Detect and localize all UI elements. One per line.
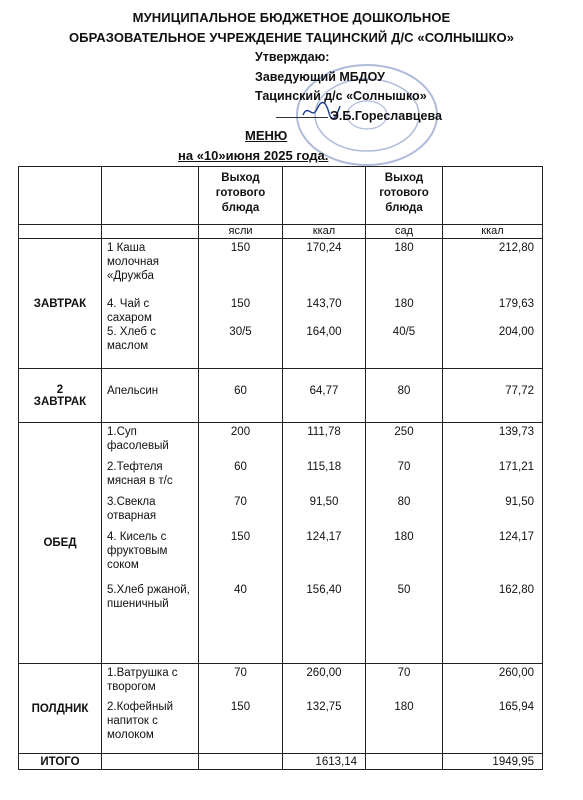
dish-name: 1 Каша молочная «Дружба: [107, 242, 159, 282]
nursery-yield-cell: [199, 369, 283, 423]
meal-name: ОБЕД: [19, 423, 102, 664]
approval-label: Утверждаю:: [255, 50, 330, 64]
nursery-yield-cell: [199, 423, 283, 664]
nursery-kcal: 156,40: [306, 584, 342, 596]
dish-name: 4. Чай с сахаром: [107, 298, 152, 324]
dish-names-cell: [102, 239, 199, 369]
header-dish-cell: [102, 167, 199, 225]
nursery-kcal: 170,24: [306, 242, 342, 254]
meal-name: ПОЛДНИК: [19, 664, 102, 754]
total-kcal-nursery: 1613,14: [283, 754, 366, 770]
header-yield-garden: Выход готового блюда: [366, 167, 443, 225]
total-label: ИТОГО: [19, 754, 102, 770]
menu-title: МЕНЮ: [245, 128, 288, 143]
subheader-garden: сад: [366, 225, 443, 239]
nursery-yield: 200: [230, 426, 251, 438]
meal-name: [19, 369, 102, 423]
meal-name-line1: 2: [56, 383, 64, 396]
nursery-kcal-cell: [283, 369, 366, 423]
meal-row-breakfast: [19, 239, 543, 369]
garden-yield: 70: [397, 461, 411, 473]
nursery-kcal: 64,77: [309, 385, 339, 397]
garden-kcal: 212,80: [498, 242, 534, 254]
total-row: [19, 754, 543, 770]
dish-name: 1.Суп фасолевый: [107, 426, 169, 452]
garden-kcal: 77,72: [505, 385, 534, 397]
header-empty-cell: [19, 167, 102, 225]
nursery-kcal: 124,17: [306, 531, 342, 543]
garden-yield: 180: [394, 298, 414, 310]
garden-yield: 180: [394, 531, 414, 543]
nursery-yield: 150: [230, 242, 251, 254]
org-name-line1: МУНИЦИПАЛЬНОЕ БЮДЖЕТНОЕ ДОШКОЛЬНОЕ: [132, 10, 451, 25]
garden-kcal: 260,00: [498, 667, 534, 679]
garden-yield: 50: [397, 584, 411, 596]
dish-name: 2.Кофейный напиток с молоком: [107, 701, 174, 741]
approver-name: Э.Б.Гореславцева: [330, 109, 442, 123]
total-garden-blank: [366, 754, 443, 770]
approver-institution: Тацинский д/с «Солнышко»: [255, 89, 427, 103]
nursery-kcal-cell: [283, 664, 366, 754]
garden-yield-cell: [366, 423, 443, 664]
garden-yield-cell: [366, 239, 443, 369]
subheader-empty-cell: [19, 225, 102, 239]
nursery-kcal: 260,00: [306, 667, 342, 679]
meal-name: ЗАВТРАК: [19, 239, 102, 369]
garden-kcal: 171,21: [498, 461, 534, 473]
total-kcal-garden: 1949,95: [443, 754, 543, 770]
nursery-yield: 70: [234, 667, 247, 679]
dish-name: 5.Хлеб ржаной, пшеничный: [107, 584, 190, 610]
nursery-kcal: 115,18: [306, 461, 342, 473]
meal-row-breakfast2: [19, 369, 543, 423]
menu-table: [18, 166, 543, 770]
nursery-yield-cell: [199, 239, 283, 369]
nursery-kcal: 143,70: [306, 298, 342, 310]
total-nursery-blank: [199, 754, 283, 770]
dish-name: 5. Хлеб с маслом: [107, 326, 156, 352]
dish-name: 4. Кисель с фруктовым соком: [107, 531, 168, 571]
nursery-yield: 70: [234, 496, 247, 508]
nursery-kcal-cell: [283, 239, 366, 369]
org-name-line2: ОБРАЗОВАТЕЛЬНОЕ УЧРЕЖДЕНИЕ ТАЦИНСКИЙ Д/С «СОЛНЫШКО»: [68, 30, 515, 45]
garden-yield: 80: [397, 496, 411, 508]
garden-yield: 250: [394, 426, 414, 438]
nursery-yield-cell: [199, 664, 283, 754]
subheader-row: [19, 225, 543, 239]
header-yield-nursery: Выход готового блюда: [199, 167, 283, 225]
approver-position: Заведующий МБДОУ: [255, 70, 385, 84]
nursery-yield: 40: [234, 584, 247, 596]
garden-kcal-cell: [443, 664, 543, 754]
meal-row-lunch: [19, 423, 543, 664]
meal-row-snack: [19, 664, 543, 754]
dish-names-cell: [102, 664, 199, 754]
nursery-yield: 150: [230, 701, 251, 713]
dish-names-cell: [102, 369, 199, 423]
garden-yield: 40/5: [392, 326, 416, 338]
garden-yield-cell: [366, 369, 443, 423]
garden-kcal: 124,17: [498, 531, 534, 543]
subheader-dish-cell: [102, 225, 199, 239]
nursery-kcal-cell: [283, 423, 366, 664]
nursery-yield: 150: [230, 531, 251, 543]
nursery-kcal: 111,78: [307, 426, 341, 438]
garden-yield: 180: [394, 701, 414, 713]
subheader-kcal-garden: ккал: [443, 225, 543, 239]
garden-kcal: 165,94: [498, 701, 534, 713]
header-blank-kcal-n: [283, 167, 366, 225]
nursery-kcal: 132,75: [306, 701, 342, 713]
garden-kcal: 139,73: [498, 426, 534, 438]
garden-kcal: 162,80: [498, 584, 534, 596]
menu-date: на «10»июня 2025 года.: [178, 148, 329, 163]
subheader-nursery: ясли: [199, 225, 283, 239]
meal-name-line2: ЗАВТРАК: [33, 395, 87, 408]
garden-yield-cell: [366, 664, 443, 754]
dish-name: Апельсин: [107, 385, 159, 397]
header-blank-kcal-g: [443, 167, 543, 225]
nursery-kcal: 91,50: [309, 496, 339, 508]
total-dish-blank: [102, 754, 199, 770]
dish-name: 3.Свекла отварная: [107, 496, 157, 522]
garden-kcal-cell: [443, 423, 543, 664]
garden-yield: 80: [397, 385, 411, 397]
garden-kcal-cell: [443, 239, 543, 369]
nursery-yield: 60: [234, 385, 247, 397]
nursery-kcal: 164,00: [306, 326, 342, 338]
nursery-yield: 30/5: [229, 326, 252, 338]
garden-kcal-cell: [443, 369, 543, 423]
nursery-yield: 60: [234, 461, 247, 473]
dish-name: 1.Ватрушка с творогом: [107, 667, 178, 693]
nursery-yield: 150: [230, 298, 251, 310]
garden-yield: 70: [397, 667, 411, 679]
subheader-kcal-nursery: ккал: [283, 225, 366, 239]
garden-kcal: 204,00: [498, 326, 534, 338]
dish-names-cell: [102, 423, 199, 664]
garden-yield: 180: [394, 242, 414, 254]
dish-name: 2.Тефтеля мясная в т/с: [107, 461, 173, 487]
garden-kcal: 179,63: [498, 298, 534, 310]
garden-kcal: 91,50: [505, 496, 534, 508]
header-row: [19, 167, 543, 225]
